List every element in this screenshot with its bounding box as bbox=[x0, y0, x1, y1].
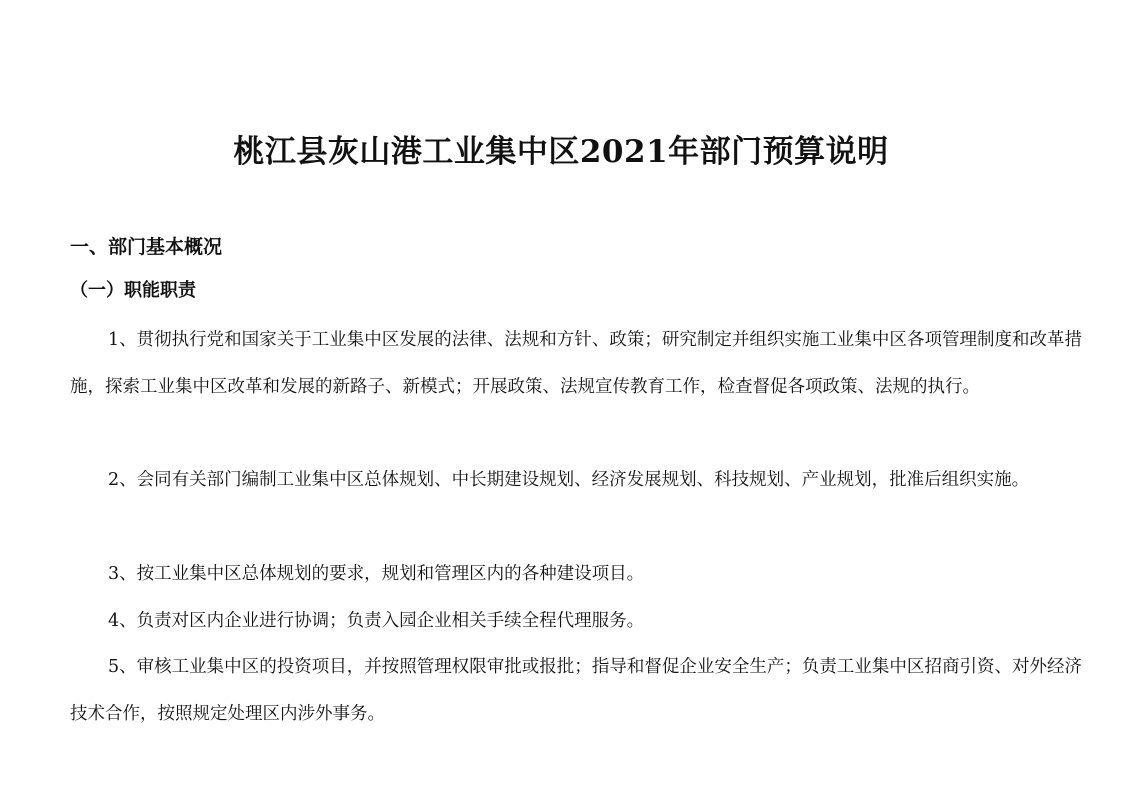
paragraph-2: 2、会同有关部门编制工业集中区总体规划、中长期建设规划、经济发展规划、科技规划、产业规划，批准后组织实施。 bbox=[108, 470, 1030, 490]
paragraph-4: 4、负责对区内企业进行协调；负责入园企业相关手续全程代理服务。 bbox=[108, 611, 645, 631]
document-title: 桃江县灰山港工业集中区2021年部门预算说明 bbox=[233, 134, 889, 170]
paragraph-1: 1、贯彻执行党和国家关于工业集中区发展的法律、法规和方针、政策；研究制定并组织实施工业集中区各项管理制度和改革措施，探索工业集中区改革和发展的新路子、新模式；开展政策、法规宣传教育工作，检查督促各项政策、法规的执行。 bbox=[70, 330, 1082, 397]
paragraph-3: 3、按工业集中区总体规划的要求，规划和管理区内的各种建设项目。 bbox=[108, 564, 645, 584]
paragraph-5: 5、审核工业集中区的投资项目，并按照管理权限审批或报批；指导和督促企业安全生产；负责工业集中区招商引资、对外经济技术合作，按照规定处理区内涉外事务。 bbox=[70, 657, 1082, 724]
subsection-heading: （一）职能职责 bbox=[70, 280, 196, 301]
section-heading: 一、部门基本概况 bbox=[70, 236, 223, 258]
